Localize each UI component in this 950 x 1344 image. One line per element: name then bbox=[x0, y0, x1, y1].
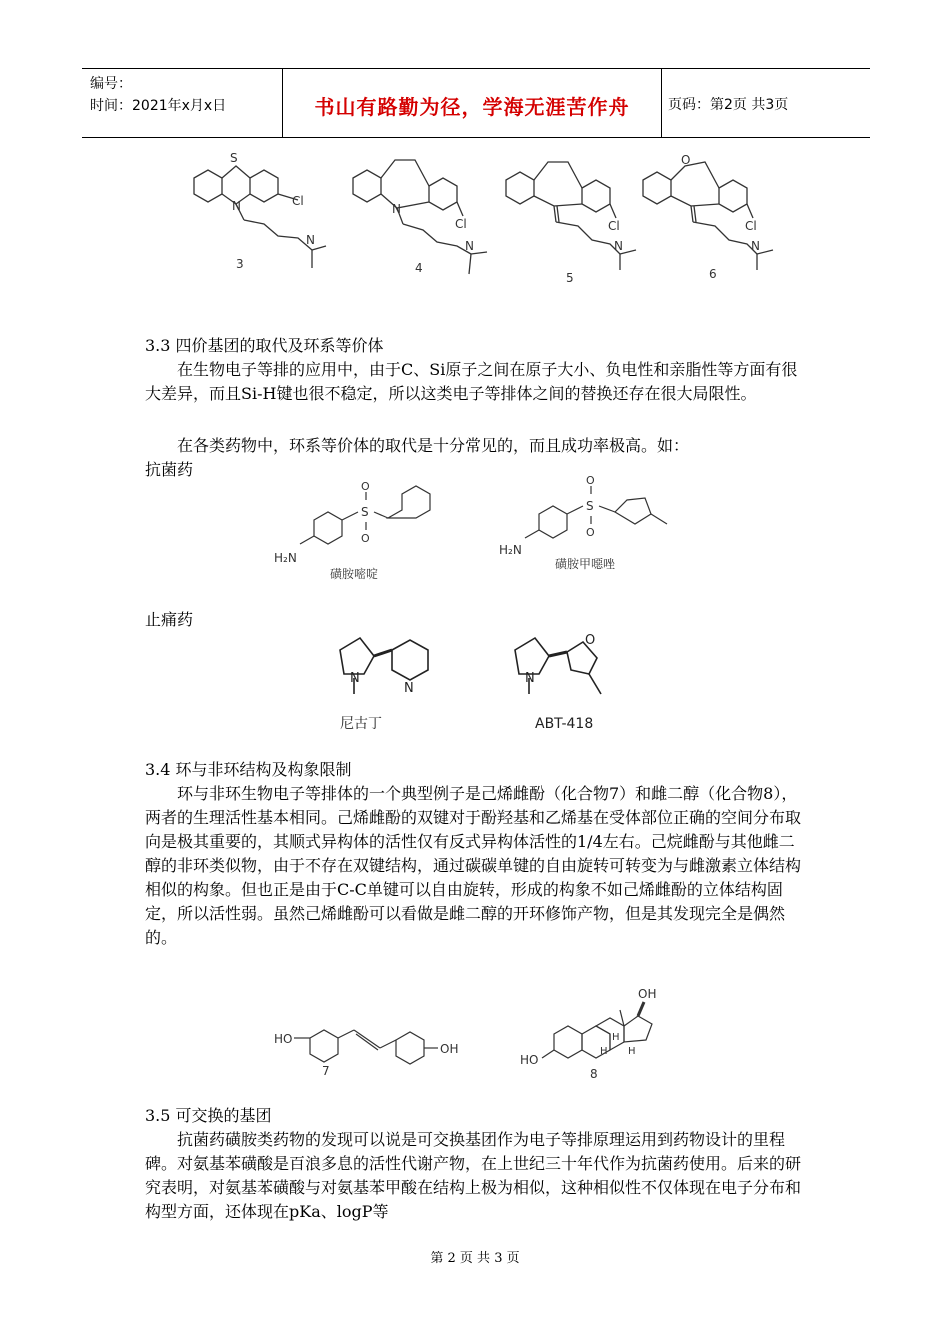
svg-text:N: N bbox=[350, 671, 360, 686]
label-4: 4 bbox=[415, 261, 423, 275]
label-sulfamethoxazole: 磺胺甲噁唑 bbox=[555, 557, 616, 571]
header-motto-cell bbox=[282, 69, 662, 137]
svg-text:O: O bbox=[681, 153, 691, 167]
svg-text:O: O bbox=[361, 480, 370, 493]
label-5: 5 bbox=[566, 271, 574, 285]
structure-sulfadiazine bbox=[274, 480, 430, 581]
svg-text:Cl: Cl bbox=[455, 217, 467, 231]
svg-text:N: N bbox=[306, 233, 315, 247]
page-header bbox=[82, 68, 870, 138]
structure-7 bbox=[274, 1030, 458, 1078]
header-page: 页码：第2页 共3页 bbox=[668, 97, 789, 113]
svg-text:H: H bbox=[612, 1032, 620, 1043]
svg-text:OH: OH bbox=[638, 987, 657, 1001]
section-3-4-title: 3.4 环与非环结构及构象限制 bbox=[145, 760, 352, 779]
label-3: 3 bbox=[236, 257, 244, 271]
svg-text:N: N bbox=[232, 199, 241, 213]
svg-text:N: N bbox=[751, 239, 760, 253]
svg-text:O: O bbox=[361, 532, 370, 545]
structure-abt-418 bbox=[515, 633, 601, 732]
section-3-5-paragraph-1: 抗菌药磺胺类药物的发现可以说是可交换基团作为电子等排原理运用到药物设计的里程碑。对氨基苯磺酸是百浪多息的活性代谢产物，在上世纪三十年代作为抗菌药使用。后来的研究表明，对氨基苯磺酸与对氨基苯甲酸在结构上极为相似，这种相似性不仅体现在电子分布和构型方面，还体现在pKa、logP等 bbox=[145, 1130, 802, 1221]
svg-text:N: N bbox=[404, 681, 414, 696]
structure-sulfamethoxazole bbox=[499, 474, 667, 571]
header-motto: 书山有路勤为径，学海无涯苦作舟 bbox=[314, 95, 630, 119]
label-sulfadiazine: 磺胺嘧啶 bbox=[330, 567, 379, 581]
label-nicotine: 尼古丁 bbox=[340, 716, 382, 732]
svg-text:S: S bbox=[586, 499, 594, 513]
section-3-5-title: 3.5 可交换的基团 bbox=[145, 1106, 272, 1125]
svg-text:N: N bbox=[465, 239, 474, 253]
svg-text:OH: OH bbox=[440, 1042, 459, 1056]
svg-text:N: N bbox=[614, 239, 623, 253]
svg-text:H: H bbox=[600, 1046, 608, 1057]
svg-text:Cl: Cl bbox=[745, 219, 757, 233]
page-footer: 第 2 页 共 3 页 bbox=[430, 1251, 520, 1266]
section-3-3-title: 3.3 四价基团的取代及环系等价体 bbox=[145, 336, 384, 355]
svg-text:O: O bbox=[585, 633, 596, 648]
label-6: 6 bbox=[709, 267, 717, 281]
section-3-4-paragraph-1: 环与非环生物电子等排体的一个典型例子是己烯雌酚（化合物7）和雌二醇（化合物8），两者的生理活性基本相同。己烯雌酚的双键对于酚羟基和乙烯基在受体部位正确的空间分布取向是极其重要的，其顺式异构体的活性仅有反式异构体活性的1/4左右。己烷雌酚与其他雌二醇的非环类似物，由于不存在双键结构，通过碳碳单键的自由旋转可转变为与雌激素立体结构相似的构象。但也正是由于C-C单键可以自由旋转，形成的构象不如己烯雌酚的立体结构固定，所以活性弱。虽然己烯雌酚可以看做是雌二醇的开环修饰产物，但是其发现完全是偶然的。 bbox=[145, 784, 802, 947]
svg-text:H: H bbox=[628, 1046, 636, 1057]
structure-6 bbox=[643, 153, 773, 281]
svg-text:N: N bbox=[525, 671, 535, 686]
atom-s: S bbox=[230, 151, 238, 165]
figure-tricyclic-compounds bbox=[180, 150, 800, 294]
svg-text:HO: HO bbox=[274, 1032, 293, 1046]
svg-text:H₂N: H₂N bbox=[274, 551, 297, 565]
structure-5 bbox=[506, 162, 636, 285]
svg-text:Cl: Cl bbox=[608, 219, 620, 233]
structure-4 bbox=[353, 160, 487, 275]
section-3-3-paragraph-2: 在各类药物中，环系等价体的取代是十分常见的，而且成功率极高。如： bbox=[177, 436, 690, 455]
structure-3 bbox=[194, 151, 326, 271]
doc-number: 编号： bbox=[90, 76, 132, 92]
label-abt-418: ABT-418 bbox=[535, 716, 594, 732]
label-analgesic: 止痛药 bbox=[145, 610, 194, 629]
label-8: 8 bbox=[590, 1067, 598, 1081]
figure-nicotine-abt418 bbox=[320, 630, 640, 744]
label-antibacterial: 抗菌药 bbox=[145, 460, 194, 479]
structure-nicotine bbox=[340, 638, 428, 732]
svg-text:O: O bbox=[586, 526, 595, 539]
section-3-3-paragraph-1: 在生物电子等排的应用中，由于C、Si原子之间在原子大小、负电性和亲脂性等方面有很大差异，而且Si-H键也很不稳定，所以这类电子等排体之间的替换还存在很大局限性。 bbox=[145, 360, 798, 403]
svg-text:O: O bbox=[586, 474, 595, 487]
doc-date: 时间：2021年x月x日 bbox=[90, 98, 227, 114]
label-7: 7 bbox=[322, 1064, 330, 1078]
svg-text:Cl: Cl bbox=[292, 194, 304, 208]
structure-8 bbox=[520, 987, 656, 1081]
svg-text:N: N bbox=[392, 202, 401, 216]
figure-estrogens bbox=[270, 987, 700, 1099]
svg-text:H₂N: H₂N bbox=[499, 543, 522, 557]
svg-text:HO: HO bbox=[520, 1053, 539, 1067]
svg-text:S: S bbox=[361, 505, 369, 519]
header-meta bbox=[82, 69, 282, 137]
figure-sulfonamides bbox=[270, 474, 690, 582]
